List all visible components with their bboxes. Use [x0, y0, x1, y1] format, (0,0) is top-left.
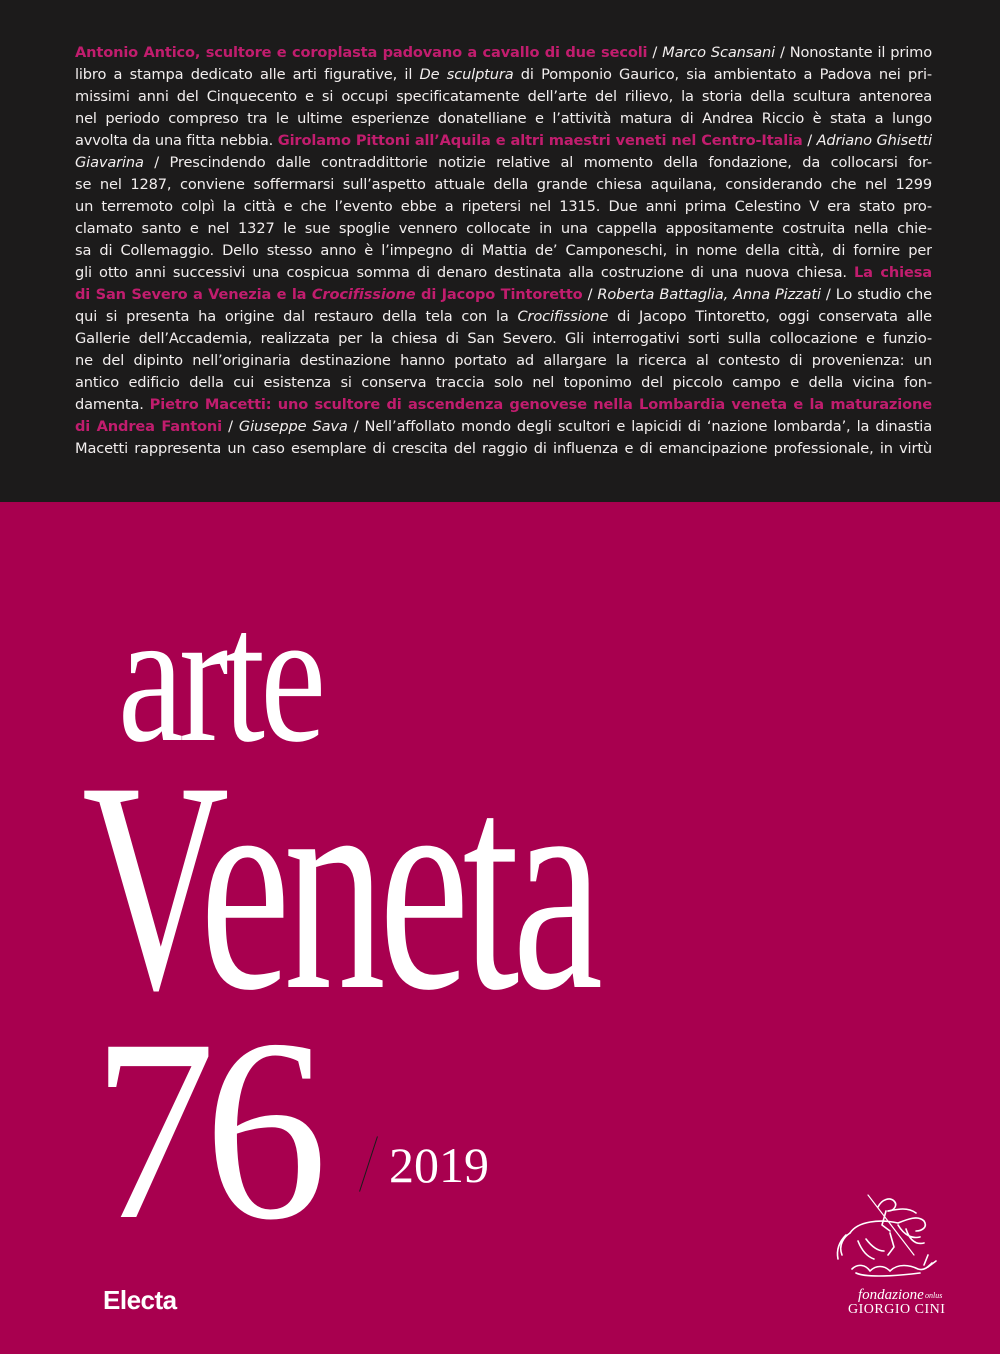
italic-text: Crocifissione	[517, 308, 609, 325]
article-title-italic: Crocifissione	[311, 286, 416, 303]
article-title: di San Severo a Venezia e la	[75, 286, 312, 303]
article-title: Pietro Macetti: uno scultore di ascendenza genovese nella Lombardia veneta e la maturazione	[149, 396, 932, 413]
foundation-giorgio-cini-logo	[828, 1185, 948, 1325]
body-text: clamato santo e nel 1327 le sue spoglie vennero collocate in una cappella appositamente costruita nella chie-	[75, 220, 932, 237]
body-text: libro a stampa dedicato alle arti figurative, il	[75, 66, 420, 83]
issue-number: 76	[92, 986, 317, 1274]
body-text: di Jacopo Tintoretto, oggi conservata alle	[608, 308, 932, 325]
title-arte: arte	[118, 572, 322, 782]
body-text: ne del dipinto nell’originaria destinazione hanno portato ad allargare la ricerca al contesto di provenienza: un	[75, 352, 932, 369]
article-title: Girolamo Pittoni all’Aquila e altri maestri veneti nel Centro-Italia	[277, 132, 803, 149]
foundation-name-line2: GIORGIO CINI	[848, 1302, 946, 1317]
body-text: /	[647, 44, 663, 61]
title-veneta: Veneta	[82, 720, 597, 1052]
year-separator-slash	[359, 1136, 378, 1191]
body-text: antico edificio della cui esistenza si conserva traccia solo nel toponimo del piccolo campo e della vicina fon-	[75, 374, 932, 391]
body-text: / Lo studio che	[820, 286, 932, 303]
body-text: damenta.	[75, 396, 150, 413]
foundation-onlus-label: onlus	[925, 1291, 943, 1300]
body-text: se nel 1287, conviene soffermarsi sull’aspetto attuale della grande chiesa aquilana, considerando che nel 1299	[75, 176, 932, 193]
st-george-dragon-icon	[828, 1185, 948, 1285]
body-text: Macetti rappresenta un caso esemplare di crescita del raggio di influenza e di emancipazione professionale, in virtù	[75, 440, 932, 457]
article-title: di Jacopo Tintoretto	[415, 286, 583, 303]
article-author: Adriano Ghisetti	[816, 132, 932, 149]
publisher-logo-electa: Electa	[103, 1285, 177, 1315]
article-title: La chiesa	[854, 264, 932, 281]
body-text: / Nonostante il primo	[775, 44, 932, 61]
foundation-name-line1: fondazione	[858, 1287, 924, 1303]
body-text: / Nell’affollato mondo degli scultori e lapicidi di ‘nazione lombarda’, la dinastia	[347, 418, 932, 435]
body-text: / Prescindendo dalle contraddittorie notizie relative al momento della fondazione, da collocarsi for-	[143, 154, 932, 171]
article-author: Giuseppe Sava	[238, 418, 348, 435]
body-text: missimi anni del Cinquecento e si occupi specificatamente dell’arte del rilievo, la storia della scultura antenorea	[75, 88, 932, 105]
article-author: Giavarina	[75, 154, 144, 171]
article-title: Antonio Antico, scultore e coroplasta padovano a cavallo di due secoli	[75, 44, 648, 61]
body-text: nel periodo compreso tra le ultime esperienze donatelliane e l’attività matura di Andrea Riccio è stata a lungo	[75, 110, 932, 127]
body-text: gli otto anni successivi una cospicua somma di denaro destinata alla costruzione di una nuova chiesa.	[75, 264, 855, 281]
body-text: sa di Collemaggio. Dello stesso anno è l’impegno di Mattia de’ Camponeschi, in nome della città, di fornire per	[75, 242, 932, 259]
article-author: Roberta Battaglia, Anna Pizzati	[597, 286, 821, 303]
body-text: avvolta da una fitta nebbia.	[75, 132, 278, 149]
body-text: di Pomponio Gaurico, sia ambientato a Padova nei pri-	[513, 66, 932, 83]
body-text: /	[222, 418, 239, 435]
body-text: un terremoto colpì la città e che l’evento ebbe a ripetersi nel 1315. Due anni prima Celestino V era stato pro-	[75, 198, 932, 215]
body-text: /	[802, 132, 817, 149]
issue-year: 2019	[389, 1137, 489, 1193]
article-title: di Andrea Fantoni	[75, 418, 223, 435]
italic-text: De sculptura	[419, 66, 514, 83]
body-text: qui si presenta ha origine dal restauro della tela con la	[75, 308, 518, 325]
body-text: Gallerie dell’Accademia, realizzata per la chiesa di San Severo. Gli interrogativi sorti sulla collocazione e funzio-	[75, 330, 932, 347]
article-author: Marco Scansani	[662, 44, 776, 61]
body-text: /	[582, 286, 598, 303]
